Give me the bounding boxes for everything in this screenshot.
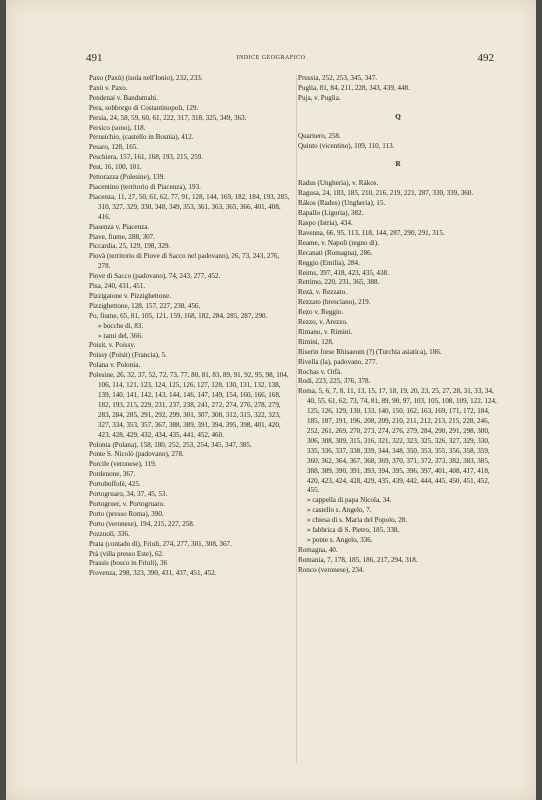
- index-entry: Pizzigatone v. Pizzighettone.: [89, 291, 171, 300]
- index-subentry: » rami del, 366.: [98, 331, 143, 340]
- index-entry: Rimini, 128.: [298, 337, 334, 346]
- index-entry: Portogruer, v. Portogruaro.: [89, 499, 165, 508]
- book-page: [6, 0, 536, 800]
- index-subentry: » chiesa di s. Maria del Popolo, 28.: [307, 516, 408, 525]
- index-entry: Pisa, 240, 431, 451.: [89, 282, 146, 291]
- section-letter: Q: [395, 112, 401, 121]
- index-entry: Romania, 7, 178, 185, 186, 217, 294, 318.: [298, 555, 418, 564]
- index-entry: Pizzighettone, 128, 157, 227, 238, 456.: [89, 301, 201, 310]
- right-column: [298, 74, 498, 576]
- index-subentry: » fabbrica di S. Pietro, 185, 338,: [307, 526, 400, 535]
- index-entry: Pettorazza (Polesine), 139.: [89, 173, 166, 182]
- left-column: [89, 74, 293, 579]
- index-entry: Provenza, 298, 323, 390, 431, 437, 451, 452.: [89, 569, 217, 578]
- index-entry: Pest, 16, 100, 101.: [89, 163, 142, 172]
- index-entry: Poissy (Poisit) (Francia), 5.: [89, 351, 167, 360]
- index-entry: Reims, 397, 418, 423, 435, 438.: [298, 268, 389, 277]
- index-entry: Portobuffolè, 425.: [89, 480, 141, 489]
- right-page-number: 492: [477, 52, 494, 64]
- index-entry: Romagna, 40.: [298, 545, 338, 554]
- index-entry: Polonia (Polana), 158, 180, 252, 253, 254, 345, 347, 385.: [89, 440, 252, 449]
- running-title: INDICE GEOGRAFICO: [236, 55, 306, 61]
- index-entry: Rochas v. Orfà.: [298, 367, 343, 376]
- index-entry: Piacentino (territorio di Piacenza), 193.: [89, 182, 201, 191]
- index-entry: Ragusa, 24, 183, 185, 210, 216, 219, 221, 287, 330, 339, 360.: [298, 189, 474, 198]
- index-entry: Ponte S. Nicolò (padovano), 278.: [89, 450, 184, 459]
- index-subentry: » castello s. Angelo, 7.: [307, 506, 372, 515]
- index-subentry: » ponte s. Angelo, 336.: [307, 535, 373, 544]
- index-entry: Pozzuoli, 336.: [89, 529, 130, 538]
- index-entry: Prussia, 252, 253, 345, 347.: [298, 74, 378, 82]
- index-entry: Reggio (Emilia), 284.: [298, 258, 360, 267]
- index-entry: Porto (veronese), 194, 215, 227, 258.: [89, 519, 195, 528]
- index-entry: Pera, sobborgo di Costantinopoli, 129.: [89, 103, 199, 112]
- index-entry: Polana v. Polonia.: [89, 361, 141, 370]
- index-entry: Puglia, 81, 84, 211, 228, 343, 439, 448.: [298, 83, 410, 92]
- index-entry: Prà (villa presso Este), 62.: [89, 549, 164, 558]
- index-entry: Rimano, v. Rimini.: [298, 327, 353, 336]
- index-entry: Roma, 5, 6, 7, 8, 11, 13, 15, 17, 18, 19, 20, 23, 25, 27, 28, 31, 33, 34, 40, 55, 61, 62, 73, 74, 81, 89, 90, 97, 103, 105, 108, 109, 122, 124, 125, 126, 129, 130, 133, 140, 150, 162, 163, 169, 171, 172, 184, 185, 187, 191, 196, 208, 209, 210, 211, 212, 213, 215, 228, 246, 252, 261, 269, 270, 273, 274, 276, 279, 284, 290, 291, 298, 300, 306, 308, 309, 315, 316, 321, 322, 323, 325, 326, 327, 329, 330, 335, 336, 337, 338, 339, 344, 348, 350, 353, 355, 356, 358, 359, 360, 362, 364, 367, 368, 369, 370, 371, 372, 373, 382, 383, 385, 388, 389, 390, 391, 393, 394, 395, 396, 397, 401, 408, 417, 418, 420, 423, 424, 428, 429, 435, 439, 442, 444, 445, 450, 451, 452, 455.: [298, 387, 497, 495]
- index-entry: Pendenai v. Bandumahi.: [89, 93, 158, 102]
- index-entry: Po, fiume, 65, 81, 105, 121, 159, 168, 182, 284, 285, 287, 290.: [89, 311, 268, 320]
- page-header: [6, 52, 536, 66]
- index-subentry: » cappella di papa Nicola, 34.: [307, 496, 392, 505]
- column-divider: [296, 74, 297, 764]
- index-entry: Piove di Sacco (padovano), 74, 243, 277, 452.: [89, 272, 221, 281]
- index-entry: Peschiera, 157, 161, 168, 193, 215, 259.: [89, 153, 204, 162]
- index-entry: Rezzato (bresciano), 219.: [298, 298, 371, 307]
- index-entry: Pesaro, 128, 165.: [89, 143, 139, 152]
- index-entry: Polesine, 26, 32, 37, 52, 72, 73, 77, 80, 81, 83, 89, 91, 92, 95, 98, 104, 106, 114, 121, 123, 124, 125, 126, 127, 128, 130, 131, 132, 138, 139, 140, 141, 142, 143, 144, 146, 147, 149, 154, 160, 166, 168, 182, 193, 215, 229, 231, 237, 238, 241, 272, 274, 276, 278, 279, 283, 284, 285, 291, 292, 299, 301, 307, 308, 312, 315, 322, 323, 327, 334, 353, 357, 367, 388, 389, 391, 394, 395, 398, 401, 420, 423, 428, 429, 432, 434, 435, 441, 452, 460.: [89, 371, 289, 439]
- index-entry: Raspo (Istria), 434.: [298, 218, 353, 227]
- index-entry: Rivella (la), padovano, 277.: [298, 357, 378, 366]
- index-entry: Piasenza v. Piacenza.: [89, 222, 150, 231]
- index-entry: Rapallo (Liguria), 382.: [298, 209, 364, 218]
- index-entry: Piovà (territorio di Piove di Sacco nel padovano), 26, 73, 243, 276, 278.: [89, 252, 280, 271]
- left-page-number: 491: [86, 52, 103, 64]
- index-entry: Persia, 24, 58, 59, 60, 61, 222, 317, 318, 325, 349, 363.: [89, 113, 247, 122]
- index-entry: Quarnero, 258.: [298, 131, 341, 140]
- index-entry: Rettimo, 220, 231, 365, 388.: [298, 278, 380, 287]
- index-entry: Quinto (vicentino), 109, 110, 113.: [298, 141, 395, 150]
- index-entry: Porto (presso Roma), 390.: [89, 509, 164, 518]
- index-entry: Rezo v. Reggio.: [298, 308, 344, 317]
- index-entry: Pordenone, 367.: [89, 470, 136, 479]
- index-entry: Perusichio, (castello in Bosnia), 412.: [89, 133, 194, 142]
- index-entry: Porcile (veronese), 119.: [89, 460, 157, 469]
- index-entry: Rákos (Radus) (Ungheria), 15.: [298, 199, 386, 208]
- index-entry: Ronco (veronese), 234.: [298, 565, 365, 574]
- index-entry: Paxo (Paxù) (isola nell'Ionio), 232, 233.: [89, 74, 203, 82]
- index-entry: Poisit, v. Poissy.: [89, 341, 136, 350]
- index-entry: Puja, v. Puglia.: [298, 93, 341, 102]
- index-entry: Prassis (bosco in Friuli), 36: [89, 559, 168, 568]
- index-entry: Piccardia, 25, 129, 198, 329.: [89, 242, 171, 251]
- index-entry: Piacenza, 11, 27, 50, 61, 62, 77, 91, 128, 144, 169, 182, 184, 193, 285, 310, 327, 329, 330, 348, 349, 353, 361, 363, 365, 366, 401, 408, 416.: [89, 192, 290, 221]
- index-entry: Radus (Ungheria), v. Rákos.: [298, 179, 379, 188]
- index-entry: Paxù v. Paxo.: [89, 83, 128, 92]
- index-entry: Portogruaro, 34, 37, 45, 53.: [89, 490, 168, 499]
- index-entry: Ravenna, 66, 95, 113, 118, 144, 287, 290, 291, 315.: [298, 228, 445, 237]
- section-letter: R: [395, 160, 401, 169]
- index-entry: Recanati (Romagna), 286.: [298, 248, 373, 257]
- index-entry: Piave, fiume, 288, 307.: [89, 232, 156, 241]
- index-entry: Rodi, 223, 225, 376, 378.: [298, 377, 371, 386]
- index-entry: Persico (sono), 118.: [89, 123, 146, 132]
- index-entry: Reame, v. Napoli (regno di).: [298, 238, 379, 247]
- index-entry: Rezzo, v. Arezzo.: [298, 318, 348, 327]
- index-entry: Prata (contado di), Friuli, 274, 277, 301, 308, 367.: [89, 539, 232, 548]
- index-entry: Riserin forse Rhisaeum (?) (Turchia asiatica), 186.: [298, 347, 442, 356]
- index-subentry: » bocche di, 83.: [98, 321, 144, 330]
- index-entry: Rezà, v. Rezzato.: [298, 288, 347, 297]
